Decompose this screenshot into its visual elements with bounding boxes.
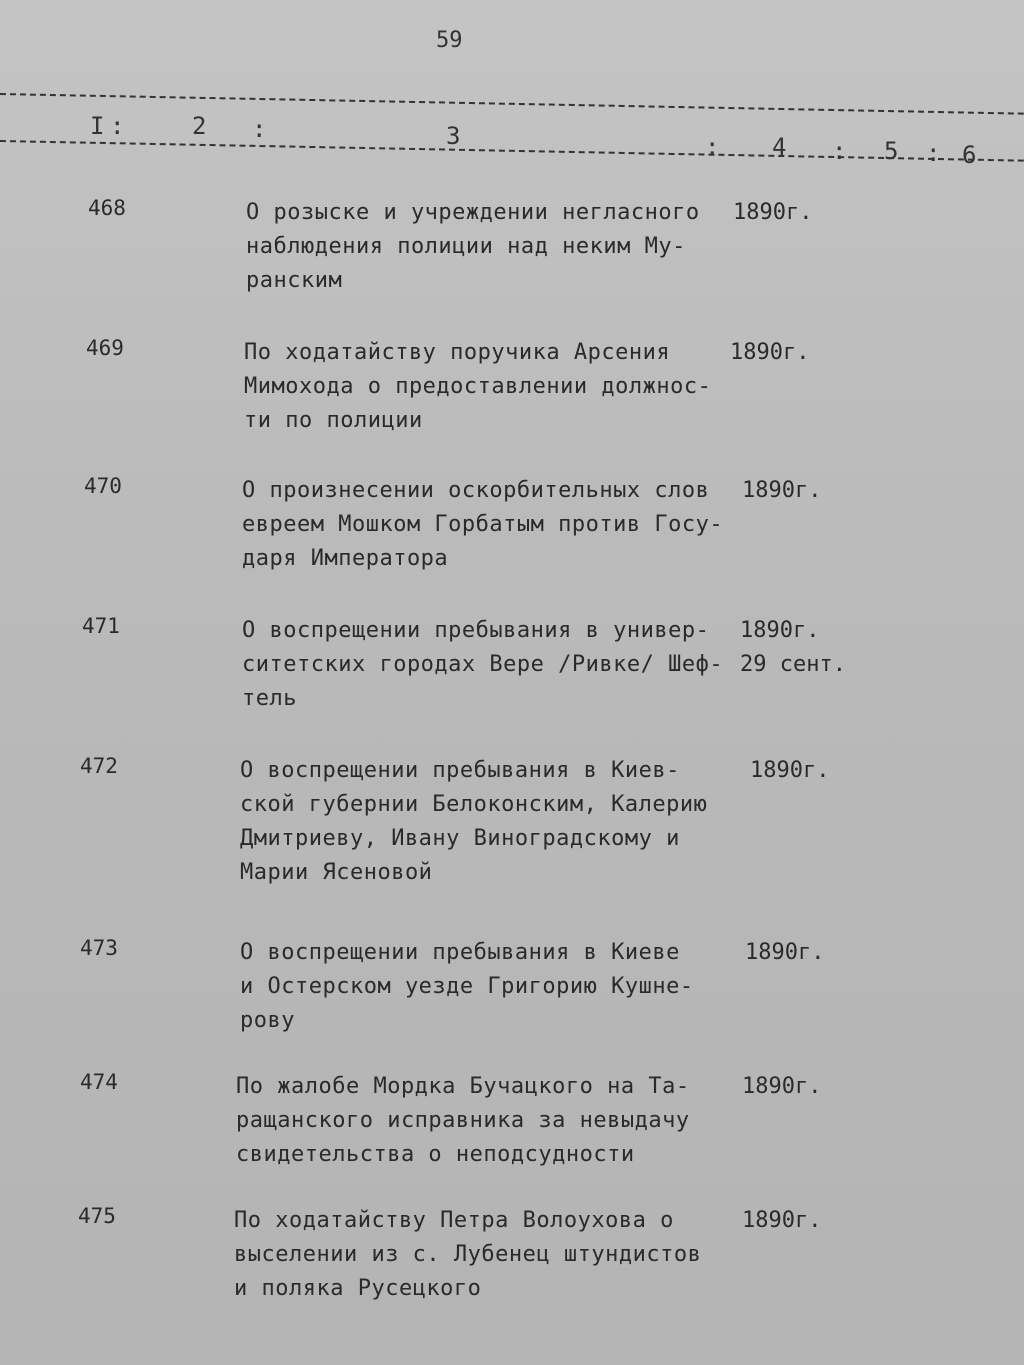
entry-number: 469 (86, 336, 124, 360)
separator: : (252, 115, 267, 143)
entry-number: 471 (82, 614, 120, 638)
entry-number: 475 (78, 1204, 116, 1228)
entry-description (242, 614, 723, 716)
entry-date (742, 1204, 821, 1238)
description-line: рову (240, 1008, 295, 1033)
description-line: ти по полиции (244, 408, 423, 433)
description-line: ской губернии Белоконским, Калерию (240, 792, 708, 817)
date-line: 1890г. (730, 340, 810, 365)
description-line: О воспрещении пребывания в Киеве (240, 940, 680, 965)
date-line: 1890г. (750, 758, 830, 783)
date-line: 1890г. (742, 1074, 822, 1099)
entry-description (240, 936, 694, 1038)
entry-number: 472 (80, 754, 118, 778)
page-number: 59 (436, 28, 463, 53)
description-line: О воспрещении пребывания в Киев- (240, 758, 680, 783)
date-line: 1890г. (740, 618, 820, 643)
description-line: и Остерском уезде Григорию Кушне- (240, 974, 694, 999)
description-line: О воспрещении пребывания в универ- (242, 618, 710, 643)
entry-description (246, 196, 700, 298)
description-line: тель (242, 686, 297, 711)
entry-date (730, 336, 809, 370)
entry-description (244, 336, 711, 438)
description-line: свидетельства о неподсудности (236, 1142, 635, 1167)
date-line: 1890г. (733, 200, 813, 225)
date-line: 1890г. (745, 940, 825, 965)
separator: : (926, 139, 941, 167)
separator: : (705, 133, 720, 161)
entry-description (236, 1070, 690, 1172)
entry-date (733, 196, 812, 230)
col-1: I (90, 112, 105, 140)
col-5: 5 (884, 137, 899, 165)
description-line: По жалобе Мордка Бучацкого на Та- (236, 1074, 690, 1099)
entry-description (240, 754, 707, 890)
description-line: выселении из с. Лубенец штундистов (234, 1242, 702, 1267)
date-line: 29 сент. (740, 652, 846, 677)
separator: : (110, 112, 125, 140)
col-4: 4 (772, 133, 787, 161)
entry-date (742, 1070, 821, 1104)
header-rule-top (0, 93, 1024, 115)
entry-description (234, 1204, 701, 1306)
description-line: По ходатайству поручика Арсения (244, 340, 671, 365)
description-line: даря Императора (242, 546, 449, 571)
col-2: 2 (192, 112, 207, 140)
description-line: Дмитриеву, Ивану Виноградскому и (240, 826, 680, 851)
col-6: 6 (962, 141, 977, 169)
description-line: наблюдения полиции над неким Му- (246, 234, 686, 259)
entry-date (745, 936, 824, 970)
header-rule-bottom (0, 140, 1024, 162)
entry-number: 468 (88, 196, 126, 220)
description-line: О произнесении оскорбительных слов (242, 478, 710, 503)
description-line: По ходатайству Петра Волоухова о (234, 1208, 674, 1233)
description-line: ращанского исправника за невыдачу (236, 1108, 690, 1133)
description-line: евреем Мошком Горбатым против Госу- (242, 512, 724, 537)
date-line: 1890г. (742, 478, 822, 503)
separator: : (832, 137, 847, 165)
description-line: и поляка Русецкого (234, 1276, 482, 1301)
entry-number: 474 (80, 1070, 118, 1094)
entry-date (740, 614, 846, 682)
description-line: ранским (246, 268, 343, 293)
description-line: Мимохода о предоставлении должнос- (244, 374, 712, 399)
date-line: 1890г. (742, 1208, 822, 1233)
entry-date (750, 754, 829, 788)
entry-number: 473 (80, 936, 118, 960)
description-line: Марии Ясеновой (240, 860, 433, 885)
description-line: ситетских городах Вере /Ривке/ Шеф- (242, 652, 724, 677)
col-3: 3 (446, 122, 461, 150)
description-line: О розыске и учреждении негласного (246, 200, 700, 225)
entry-number: 470 (84, 474, 122, 498)
entry-date (742, 474, 821, 508)
entry-description (242, 474, 723, 576)
